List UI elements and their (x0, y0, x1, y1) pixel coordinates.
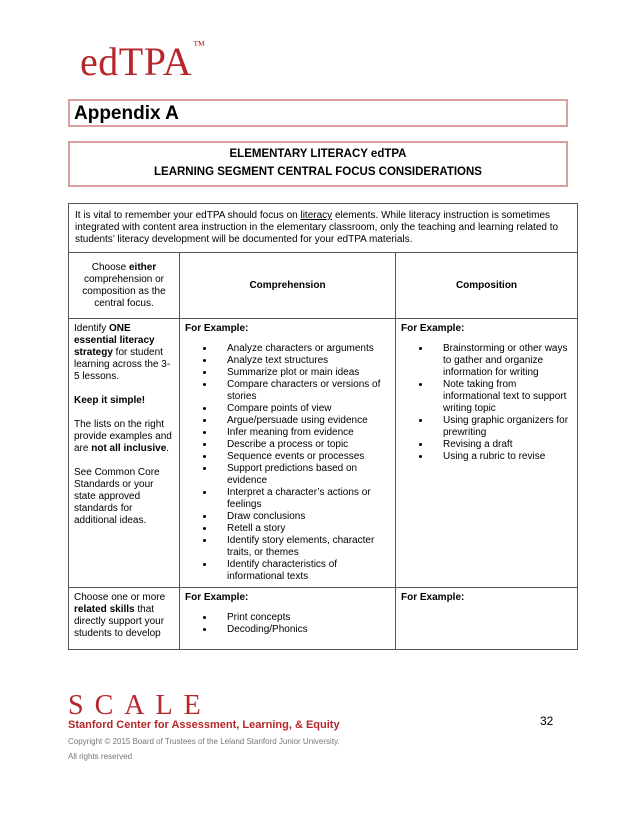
comprehension-list (185, 343, 390, 583)
document-title (68, 141, 568, 187)
header-comprehension: Comprehension (180, 253, 396, 319)
scale-org: Stanford Center for Assessment, Learning, & Equity (68, 719, 340, 731)
list-item: • Argue/persuade using evidence (215, 415, 390, 427)
list-item: • Note taking from informational text to support writing topic (431, 379, 572, 415)
central-focus-table (68, 203, 578, 650)
list-item: • Sequence events or processes (215, 451, 390, 463)
list-item: • Support predictions based on evidence (215, 463, 390, 487)
list-item: • Print concepts (215, 612, 390, 624)
list-item: • Draw conclusions (215, 511, 390, 523)
skills-list (185, 612, 390, 636)
header-composition: Composition (396, 253, 578, 319)
row1-guidance: Identify ONE essential literacy strategy for student learning across the 3-5 lessons. Keep it simple! The lists on the right provide examples and are not all inclusive. See Common Core Standards or your state approved standards for additional ideas. (69, 319, 180, 588)
list-item: • Using a rubric to revise (431, 451, 572, 463)
list-item: • Identify characteristics of informational texts (215, 559, 390, 583)
page-number: 32 (540, 714, 554, 728)
row2-composition: For Example: (396, 588, 578, 650)
row1-composition: For Example: • Brainstorming or other ways to gather and organize information for writing • Note taking from informational text to support writing topic • Using graphic organizers for prewriting • Revising a draft • Using a rubric to revise (396, 319, 578, 588)
list-item: • Retell a story (215, 523, 390, 535)
list-item: • Decoding/Phonics (215, 624, 390, 636)
list-item: • Compare characters or versions of stories (215, 379, 390, 403)
list-item: • Identify story elements, character traits, or themes (215, 535, 390, 559)
title-line-1: ELEMENTARY LITERACY edTPA (229, 148, 407, 160)
row2-guidance: Choose one or more related skills that directly support your students to develop (69, 588, 180, 650)
list-item: • Analyze text structures (215, 355, 390, 367)
list-item: • Summarize plot or main ideas (215, 367, 390, 379)
list-item: • Using graphic organizers for prewriting (431, 415, 572, 439)
composition-list (401, 343, 572, 463)
copyright: Copyright © 2015 Board of Trustees of the Leland Stanford Junior University. All rights reserved (68, 737, 340, 761)
list-item: • Analyze characters or arguments (215, 343, 390, 355)
list-item: • Brainstorming or other ways to gather and organize information for writing (431, 343, 572, 379)
literacy-underlined: literacy (300, 210, 333, 221)
list-item: • Interpret a character’s actions or feelings (215, 487, 390, 511)
intro-cell: It is vital to remember your edTPA should focus on literacy elements. While literacy instruction is sometimes integrated with content area instruction in the elementary classroom, only the teaching and learning related to students’ literacy development will be documented for your edTPA materials. (69, 204, 578, 253)
appendix-heading: Appendix A (68, 99, 568, 127)
scale-logo: SCALE (68, 690, 212, 721)
row2-comprehension: For Example: • Print concepts • Decoding/Phonics (180, 588, 396, 650)
list-item: • Infer meaning from evidence (215, 427, 390, 439)
edtpa-logo: edTPA™ (80, 38, 206, 84)
list-item: • Revising a draft (431, 439, 572, 451)
header-choose: Choose either comprehension or composition as the central focus. (69, 253, 180, 319)
list-item: • Describe a process or topic (215, 439, 390, 451)
row1-comprehension: For Example: • Analyze characters or arguments • Analyze text structures • Summarize plot or main ideas • Compare characters or versions of stories • Compare points of view • Argue/persuade using evidence • Infer meaning from evidence • Describe a process or topic • Sequence events or processes • Support predictions based on evidence • Interpret a character’s actions or feelings • Draw conclusions • Retell a story • Identify story elements, character traits, or themes • Identify characteristics of informational texts (180, 319, 396, 588)
title-line-2: LEARNING SEGMENT CENTRAL FOCUS CONSIDERATIONS (154, 166, 482, 178)
list-item: • Compare points of view (215, 403, 390, 415)
keep-simple: Keep it simple! (74, 395, 146, 406)
